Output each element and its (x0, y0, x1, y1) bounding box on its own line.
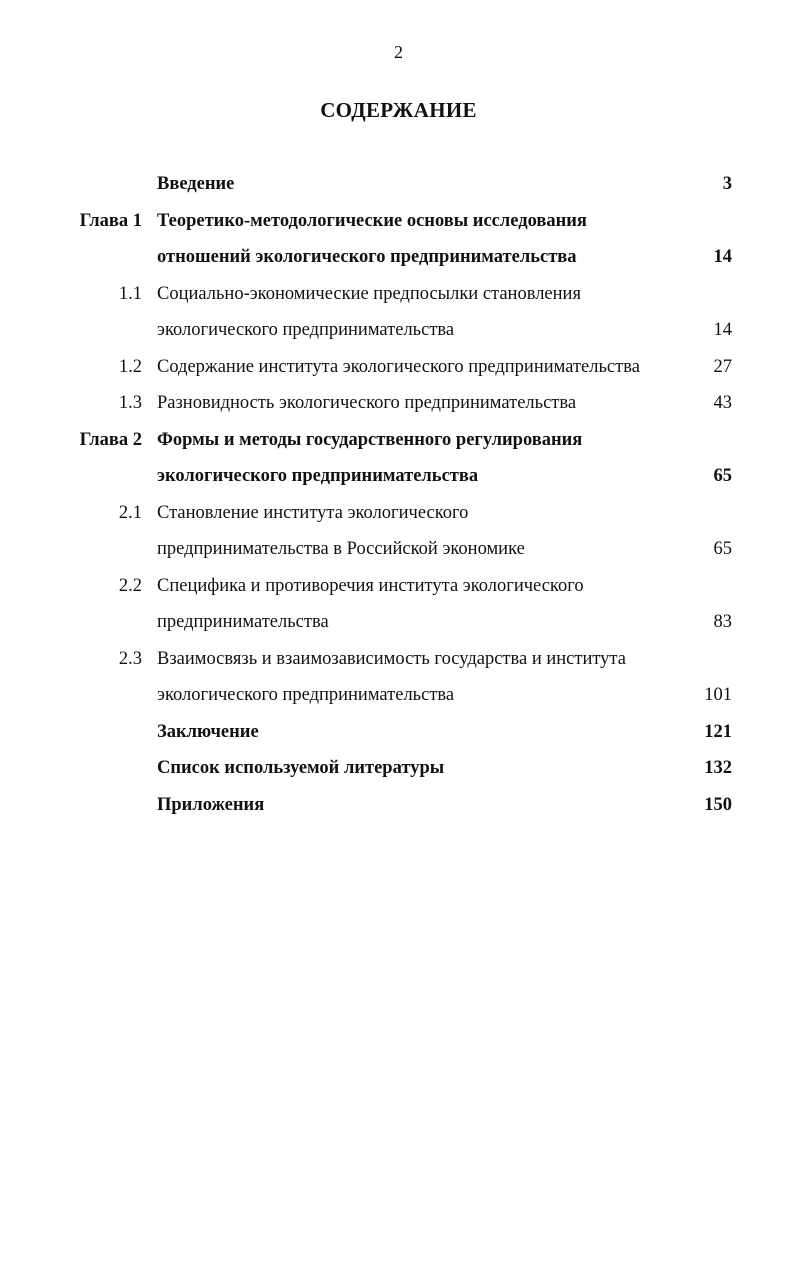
toc-line (0, 458, 797, 495)
toc-line (0, 385, 797, 422)
page-number: 2 (394, 42, 403, 62)
toc-line (0, 714, 797, 751)
toc-entry-page: 43 (713, 393, 732, 413)
toc-entry-text: Разновидность экологического предпринимательства (157, 393, 577, 413)
toc-entry-text: экологического предпринимательства (157, 466, 479, 486)
toc-entry-label: Глава 2 (79, 429, 142, 450)
toc-entry (0, 641, 797, 714)
toc-entry-page: 65 (713, 539, 732, 559)
toc-entry-text: Социально-экономические предпосылки становления (157, 283, 581, 304)
toc-entry-page: 14 (713, 247, 732, 267)
toc-entry-text: Взаимосвязь и взаимозависимость государства и института (157, 648, 626, 669)
toc-entry-label: 2.3 (118, 648, 142, 669)
toc-entry (0, 385, 797, 422)
toc-entry-page: 121 (704, 721, 732, 742)
toc-line (0, 312, 797, 349)
toc-entry (0, 422, 797, 495)
toc-entry (0, 495, 797, 568)
toc-entry-page: 101 (704, 685, 732, 705)
toc-line (0, 239, 797, 276)
toc-entry (0, 787, 797, 824)
toc-entry-page: 132 (704, 758, 732, 778)
toc-entry-text: Приложения (157, 794, 265, 815)
toc-entry-label: 2.2 (118, 575, 142, 596)
toc-line (0, 166, 797, 203)
toc-entry (0, 349, 797, 386)
toc-line (0, 604, 797, 641)
toc-line (0, 568, 797, 605)
toc-line (0, 531, 797, 568)
toc-entry (0, 276, 797, 349)
toc-entry-text: предпринимательства в Российской экономике (157, 539, 525, 559)
toc-entry-page: 27 (713, 356, 732, 377)
toc-entry-page: 3 (722, 174, 732, 194)
toc-line (0, 787, 797, 824)
toc-line (0, 203, 797, 240)
toc-entry-text: экологического предпринимательства (157, 320, 455, 340)
toc-entry-label: 1.2 (118, 356, 142, 377)
toc-entry-page: 83 (713, 612, 732, 632)
toc-entry-label: 1.1 (118, 283, 142, 304)
toc-entry-label: 2.1 (118, 502, 142, 523)
toc-entry-text: отношений экологического предпринимательства (157, 247, 577, 267)
toc-line (0, 349, 797, 386)
toc-entry-text: Теоретико-методологические основы исследования (157, 210, 587, 231)
toc-entry (0, 568, 797, 641)
toc-entry-page: 150 (704, 794, 732, 815)
toc-entry-text: предпринимательства (157, 612, 329, 632)
table-of-contents (0, 166, 797, 823)
toc-entry-text: Список используемой литературы (157, 758, 445, 778)
toc-line (0, 495, 797, 532)
toc-entry-label: Глава 1 (79, 210, 142, 231)
toc-entry-text: Формы и методы государственного регулирования (157, 429, 583, 450)
toc-entry (0, 750, 797, 787)
toc-line (0, 276, 797, 313)
toc-entry-page: 65 (713, 466, 732, 486)
toc-entry-text: Становление института экологического (157, 502, 469, 523)
toc-entry (0, 714, 797, 751)
toc-entry (0, 203, 797, 276)
toc-entry-text: Заключение (157, 721, 259, 742)
page-title: СОДЕРЖАНИЕ (320, 98, 477, 122)
toc-line (0, 677, 797, 714)
toc-entry-label: 1.3 (118, 393, 142, 413)
toc-entry-text: Специфика и противоречия института экологического (157, 575, 584, 596)
toc-entry-text: Введение (157, 174, 235, 194)
toc-line (0, 422, 797, 459)
toc-entry (0, 166, 797, 203)
toc-entry-text: Содержание института экологического предпринимательства (157, 356, 640, 377)
toc-line (0, 750, 797, 787)
toc-entry-text: экологического предпринимательства (157, 685, 455, 705)
toc-line (0, 641, 797, 678)
toc-entry-page: 14 (713, 320, 732, 340)
